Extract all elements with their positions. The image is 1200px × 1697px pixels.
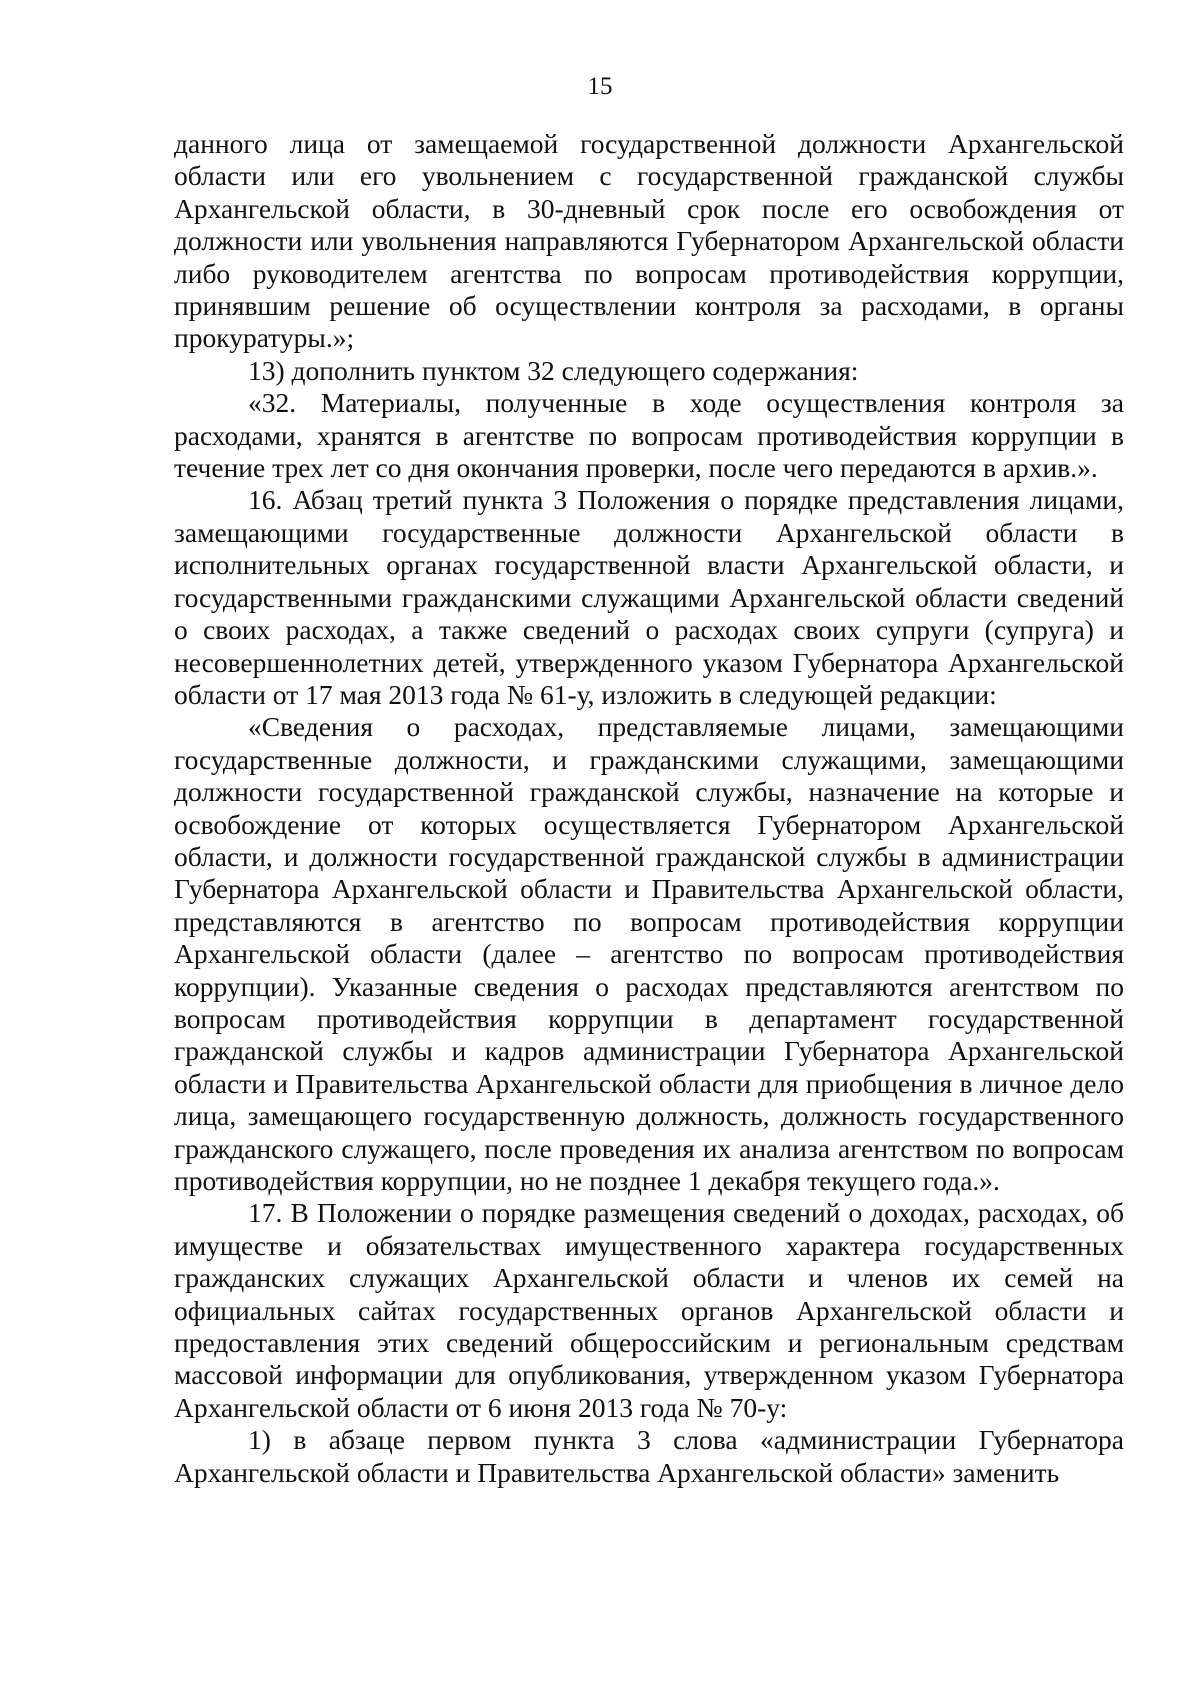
paragraph-subitem-1: 1) в абзаце первом пункта 3 слова «администрации Губернатора Архангельской области и Правительства Архангельской области» заменить — [174, 1424, 1124, 1488]
paragraph-quote-32: «32. Материалы, полученные в ходе осуществления контроля за расходами, хранятся в агентстве по вопросам противодействия коррупции в течение трех лет со дня окончания проверки, после чего передаются в архив.». — [174, 387, 1124, 484]
paragraph-item-17: 17. В Положении о порядке размещения сведений о доходах, расходах, об имуществе и обязательствах имущественного характера государственных гражданских служащих Архангельской области и членов их семей на официальных сайтах государственных органов Архангельской области и предоставления этих сведений общероссийским и региональным средствам массовой информации для опубликования, утвержденном указом Губернатора Архангельской области от 6 июня 2013 года № 70-у: — [174, 1197, 1124, 1423]
document-body — [174, 128, 1124, 1489]
page-number: 15 — [587, 73, 613, 100]
paragraph-item-16: 16. Абзац третий пункта 3 Положения о порядке представления лицами, замещающими государственные должности Архангельской области в исполнительных органах государственной власти Архангельской области, и государственными гражданскими служащими Архангельской области сведений о своих расходах, а также сведений о расходах своих супруги (супруга) и несовершеннолетних детей, утвержденного указом Губернатора Архангельской области от 17 мая 2013 года № 61-у, изложить в следующей редакции: — [174, 484, 1124, 710]
paragraph-continuation: данного лица от замещаемой государственной должности Архангельской области или его увольнением с государственной гражданской службы Архангельской области, в 30-дневный срок после его освобождения от должности или увольнения направляются Губернатором Архангельской области либо руководителем агентства по вопросам противодействия коррупции, принявшим решение об осуществлении контроля за расходами, в органы прокуратуры.»; — [174, 128, 1124, 354]
paragraph-quote-expenses: «Сведения о расходах, представляемые лицами, замещающими государственные должности, и гражданскими служащими, замещающими должности государственной гражданской службы, назначение на которые и освобождение от которых осуществляется Губернатором Архангельской области, и должности государственной гражданской службы в администрации Губернатора Архангельской области и Правительства Архангельской области, представляются в агентство по вопросам противодействия коррупции Архангельской области (далее – агентство по вопросам противодействия коррупции). Указанные сведения о расходах представляются агентством по вопросам противодействия коррупции в департамент государственной гражданской службы и кадров администрации Губернатора Архангельской области и Правительства Архангельской области для приобщения в личное дело лица, замещающего государственную должность, должность государственного гражданского служащего, после проведения их анализа агентством по вопросам противодействия коррупции, но не позднее 1 декабря текущего года.». — [174, 711, 1124, 1196]
paragraph-item-13: 13) дополнить пунктом 32 следующего содержания: — [248, 354, 859, 386]
